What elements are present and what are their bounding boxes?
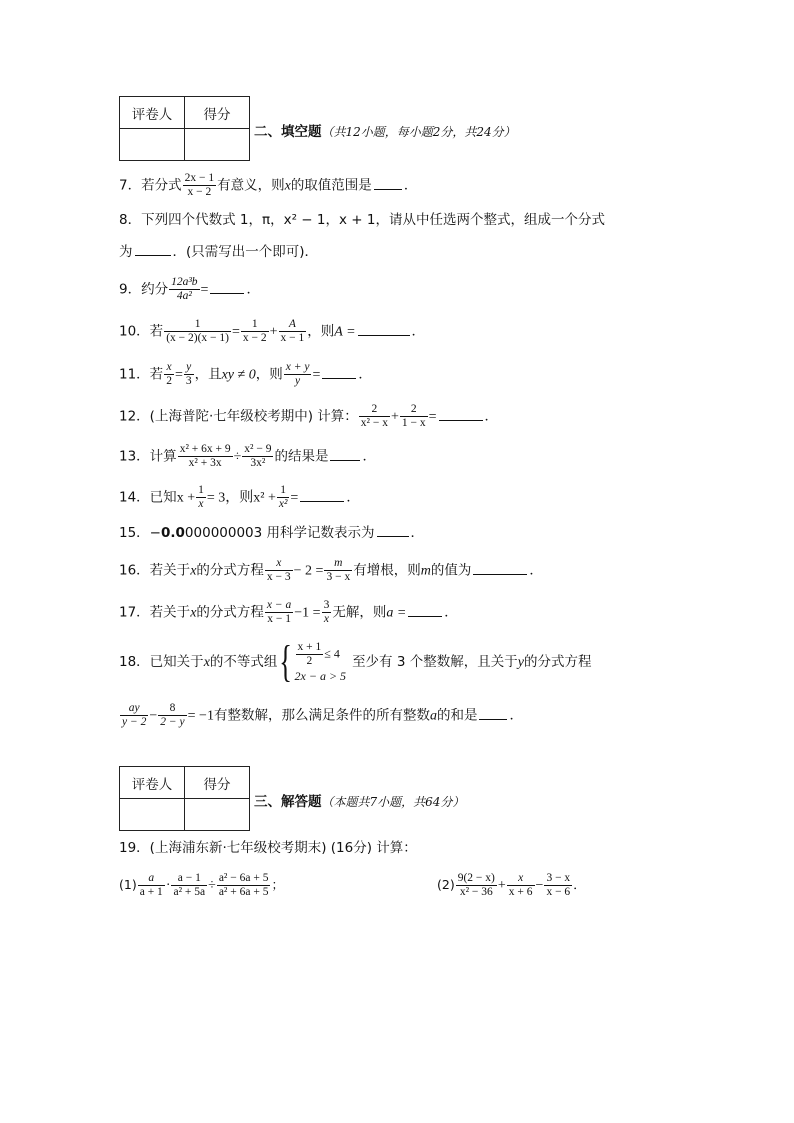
q-text: ． xyxy=(411,323,426,340)
q-op: ≤ 4 xyxy=(324,645,340,660)
q-text: 的分式方程 xyxy=(523,654,592,670)
fraction xyxy=(544,872,572,899)
q-text: 18．已知关于 xyxy=(119,654,204,670)
numerator: y xyxy=(184,361,194,375)
denominator: 2 xyxy=(166,375,172,387)
denominator: 2 xyxy=(306,654,313,667)
q-text: 000000003 用科学记数表示为 xyxy=(184,525,375,541)
q-var: x xyxy=(203,655,210,670)
q-text: ． xyxy=(573,877,586,892)
q-text: ，且 xyxy=(194,366,222,383)
question-18-line1 xyxy=(119,638,591,687)
q-bold: 0.0 xyxy=(161,525,185,541)
numerator: 1 xyxy=(164,318,231,332)
question-19-part2 xyxy=(437,872,586,899)
denominator: x − 3 xyxy=(266,571,291,583)
numerator: x² − 9 xyxy=(244,443,272,455)
fraction xyxy=(164,318,231,345)
q-text: 14．已知 xyxy=(119,489,177,506)
q-op: = −1 xyxy=(187,708,214,724)
denominator: x² + 3x xyxy=(188,457,222,469)
q-text: ． xyxy=(509,707,523,724)
q-op: = xyxy=(174,367,183,383)
denominator: 3 − x xyxy=(326,571,351,583)
fraction xyxy=(178,443,233,470)
fraction xyxy=(196,484,206,511)
q-op: = xyxy=(200,282,209,298)
score-table-section2 xyxy=(119,96,250,161)
denominator: 2 − y xyxy=(160,716,185,728)
numerator: 1 xyxy=(198,484,204,496)
section3-title xyxy=(254,790,464,810)
answer-blank[interactable] xyxy=(330,446,360,461)
answer-blank[interactable] xyxy=(210,279,244,294)
score-table-section3 xyxy=(119,766,250,831)
question-11 xyxy=(119,361,372,388)
q-op: + xyxy=(269,324,278,340)
numerator: x + 1 xyxy=(297,640,322,653)
denominator: x² − x xyxy=(360,417,388,429)
score-label: 得分 xyxy=(185,97,250,129)
numerator: a − 1 xyxy=(171,872,207,886)
q-var: a = xyxy=(386,605,407,621)
q-text: ，则 xyxy=(255,366,283,383)
section2-title-text: 二、填空题 xyxy=(254,124,322,140)
question-12 xyxy=(119,403,498,430)
denominator: x xyxy=(323,613,329,625)
q-text: ．(只需写出一个即可)． xyxy=(172,244,319,260)
numerator: 3 xyxy=(323,599,330,611)
q-text: ． xyxy=(246,281,260,298)
numerator: 1 xyxy=(241,318,269,332)
answer-blank[interactable] xyxy=(479,705,507,720)
denominator: x − 2 xyxy=(187,186,212,198)
q-text: 的值为 xyxy=(430,562,472,579)
fraction xyxy=(242,443,273,470)
q-text: 的和是 xyxy=(436,707,478,724)
q-op: = xyxy=(290,490,299,506)
fraction xyxy=(277,484,290,511)
section2-note: （共12小题，每小题2分，共24分） xyxy=(321,125,516,139)
answer-blank[interactable] xyxy=(135,241,171,256)
q-text: ． xyxy=(358,366,372,383)
question-16 xyxy=(119,557,543,584)
q-op: = xyxy=(428,409,437,425)
question-8-line1: 8．下列四个代数式 1，π，x² − 1，x + 1，请从中任选两个整式，组成一个分式 xyxy=(119,212,605,228)
denominator: x + 6 xyxy=(508,886,533,898)
q-text: ． xyxy=(362,448,376,465)
q-var: A = xyxy=(334,324,356,340)
denominator: x − 1 xyxy=(280,332,305,344)
fraction xyxy=(120,702,148,729)
numerator: a xyxy=(138,872,165,886)
denominator: x² − 36 xyxy=(459,886,493,898)
q-var: x + xyxy=(176,490,196,506)
fraction xyxy=(296,641,324,668)
q-var: y xyxy=(517,655,524,670)
part-label: (2) xyxy=(437,877,455,892)
fraction xyxy=(400,403,428,430)
q-text: 有增根，则 xyxy=(353,562,421,579)
denominator: a² + 6a + 5 xyxy=(218,886,269,898)
denominator: x − 1 xyxy=(267,613,291,625)
q-text: ． xyxy=(346,489,360,506)
q-text: ，则 xyxy=(307,323,335,340)
denominator: x² xyxy=(278,498,288,510)
q-expr: 2x − a > 5 xyxy=(294,668,347,683)
fraction xyxy=(158,702,186,729)
answer-blank[interactable] xyxy=(358,321,410,336)
numerator: x + y xyxy=(285,361,310,373)
q-text: ． xyxy=(410,525,425,541)
score-label: 得分 xyxy=(185,767,250,799)
q-op: · xyxy=(165,878,171,893)
reviewer-cell[interactable] xyxy=(120,799,185,831)
q-text: 若分式 xyxy=(141,177,182,194)
q-text: 的取值范围是 xyxy=(290,177,372,194)
question-7 xyxy=(119,172,417,199)
question-17 xyxy=(119,599,458,626)
q-text: ； xyxy=(271,877,284,892)
score-cell[interactable] xyxy=(185,799,250,831)
q-var: m xyxy=(420,563,431,579)
q-text: ． xyxy=(444,604,458,621)
fraction xyxy=(169,276,199,303)
question-9 xyxy=(119,276,260,303)
numerator: 2x − 1 xyxy=(184,172,215,184)
q-text: ． xyxy=(484,408,499,425)
numerator: x xyxy=(164,361,174,375)
numerator: x xyxy=(507,872,535,886)
q-text: = 3，则 xyxy=(206,490,254,506)
q-op: −1 = xyxy=(294,605,321,621)
numerator: x² + 6x + 9 xyxy=(179,443,231,455)
q-text: 17．若关于 xyxy=(119,604,191,621)
q-text: 至少有 3 个整数解，且关于 xyxy=(352,654,518,670)
numerator: 2 xyxy=(400,403,428,417)
q-op: = xyxy=(312,367,321,383)
q-text: 的分式方程 xyxy=(196,562,264,579)
q-text: 13．计算 xyxy=(119,448,177,465)
numerator: 9(2 − x) xyxy=(457,872,495,884)
denominator: 3 xyxy=(185,375,192,387)
numerator: 3 − x xyxy=(546,872,571,884)
fraction xyxy=(184,361,194,388)
numerator: x − a xyxy=(266,599,292,611)
question-19-part1 xyxy=(119,872,284,899)
question-18-line2 xyxy=(119,702,523,729)
answer-blank[interactable] xyxy=(408,602,442,617)
q-text: 12．(上海普陀·七年级校考期中) 计算： xyxy=(119,408,358,425)
answer-blank[interactable] xyxy=(377,522,409,537)
denominator: 4a² xyxy=(176,290,192,302)
q-var: x xyxy=(284,178,291,194)
part-label: (1) xyxy=(119,877,137,892)
question-13 xyxy=(119,443,376,470)
q-text: 9．约分 xyxy=(119,281,169,298)
q-op: ÷ xyxy=(208,878,216,893)
fraction xyxy=(241,318,269,345)
fraction xyxy=(284,361,312,388)
q-text: 为 xyxy=(119,244,133,260)
question-14 xyxy=(119,484,360,511)
q-text: 的分式方程 xyxy=(196,604,264,621)
q-var: x xyxy=(190,605,197,621)
numerator: 12a³b xyxy=(171,276,198,288)
q-text: 的不等式组 xyxy=(209,654,278,670)
fraction xyxy=(183,172,217,199)
q-text: 11．若 xyxy=(119,366,164,383)
q-var: x xyxy=(190,563,197,579)
numerator: 1 xyxy=(277,484,290,498)
q-op: − 2 = xyxy=(293,563,324,579)
fraction xyxy=(217,872,271,899)
q-text: 无解，则 xyxy=(332,604,387,621)
q-text: 10．若 xyxy=(119,323,164,340)
section2-title xyxy=(254,120,516,140)
numerator: 8 xyxy=(158,702,186,716)
section3-title-text: 三、解答题 xyxy=(254,794,322,810)
fraction xyxy=(164,361,174,388)
fraction xyxy=(171,872,207,899)
denominator: y xyxy=(295,375,301,387)
answer-blank[interactable] xyxy=(473,560,527,575)
fraction xyxy=(279,318,307,345)
q-text: 16．若关于 xyxy=(119,562,191,579)
q-var: xy ≠ 0 xyxy=(221,367,256,383)
q-var: a xyxy=(429,708,437,724)
denominator: 3x² xyxy=(250,457,266,469)
score-cell[interactable] xyxy=(185,129,250,161)
numerator: x xyxy=(265,557,293,571)
q-op: + xyxy=(390,409,399,425)
denominator: x − 2 xyxy=(242,332,267,344)
q-op: + xyxy=(497,878,506,893)
q-text: ． xyxy=(529,562,543,579)
answer-blank[interactable] xyxy=(439,406,483,421)
numerator: A xyxy=(279,318,307,332)
q-text: 有整数解，那么满足条件的所有整数 xyxy=(213,707,430,724)
answer-blank[interactable] xyxy=(300,487,344,502)
fraction xyxy=(322,599,332,626)
numerator: ay xyxy=(120,702,148,716)
reviewer-label: 评卷人 xyxy=(120,97,185,129)
answer-blank[interactable] xyxy=(374,175,402,190)
q-num: 7． xyxy=(119,177,142,194)
reviewer-label: 评卷人 xyxy=(120,767,185,799)
fraction xyxy=(138,872,165,899)
denominator: a + 1 xyxy=(139,886,163,898)
denominator: (x − 2)(x − 1) xyxy=(166,332,229,344)
fraction xyxy=(359,403,390,430)
denominator: x xyxy=(198,498,204,510)
q-op: − xyxy=(535,878,544,893)
q-text: ． xyxy=(403,177,418,194)
section3-note: （本题共7小题，共64分） xyxy=(321,795,465,809)
q-text: 15．− xyxy=(119,525,161,541)
question-10 xyxy=(119,318,425,345)
denominator: y − 2 xyxy=(122,716,147,728)
q-text: 的结果是 xyxy=(274,448,329,465)
numerator: m xyxy=(324,557,352,571)
denominator: x − 6 xyxy=(546,886,571,898)
q-var: x² + xyxy=(253,490,276,506)
numerator: 2 xyxy=(359,403,390,417)
fraction xyxy=(265,557,293,584)
question-8-line2 xyxy=(119,241,318,262)
fraction xyxy=(265,599,293,626)
q-op: − xyxy=(149,708,158,724)
numerator: a² − 6a + 5 xyxy=(218,872,269,884)
question-19-head: 19．(上海浦东新·七年级校考期末) (16分) 计算： xyxy=(119,840,417,856)
fraction xyxy=(456,872,497,899)
denominator: 1 − x xyxy=(401,417,426,429)
fraction xyxy=(324,557,352,584)
reviewer-cell[interactable] xyxy=(120,129,185,161)
q-op: = xyxy=(231,324,240,340)
question-15 xyxy=(119,522,424,543)
denominator: a² + 5a xyxy=(173,886,206,898)
inequality-system xyxy=(295,641,347,684)
fraction xyxy=(507,872,535,899)
answer-blank[interactable] xyxy=(322,364,356,379)
q-text: 有意义，则 xyxy=(217,177,285,194)
q-op: ÷ xyxy=(233,449,242,465)
system-brace: { xyxy=(279,637,293,686)
